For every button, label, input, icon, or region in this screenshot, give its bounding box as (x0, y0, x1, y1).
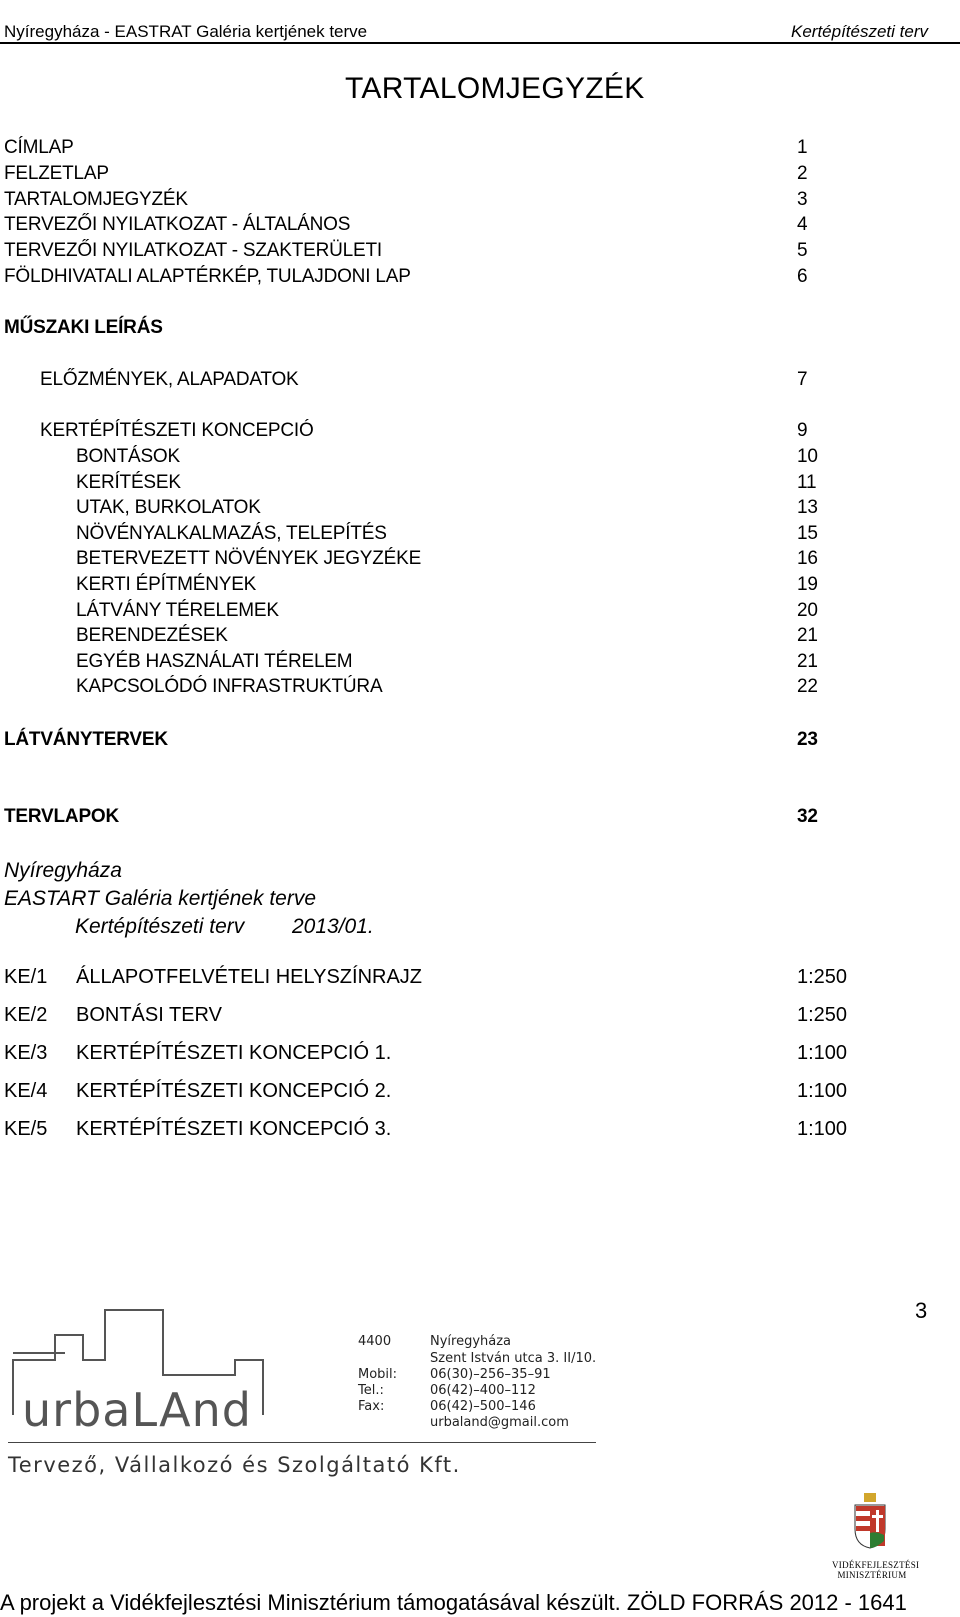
project-type: Kertépítészeti terv (75, 915, 245, 938)
toc-entry-elozmenyek-page: 7 (797, 369, 808, 390)
contact-value: 06(42)–400–112 (430, 1383, 536, 1398)
contact-value: 06(42)–500–146 (430, 1399, 536, 1414)
contact-value: 06(30)–256–35–91 (430, 1367, 551, 1382)
plan-scale: 1:250 (797, 966, 848, 988)
plan-title: KERTÉPÍTÉSZETI KONCEPCIÓ 3. (76, 1118, 392, 1140)
plan-code: KE/4 (4, 1080, 48, 1102)
toc-entry-label: TERVEZŐI NYILATKOZAT - SZAKTERÜLETI (4, 240, 382, 262)
toc-subentry-page: 21 (797, 625, 818, 647)
toc-subentry-label: BONTÁSOK (76, 446, 180, 467)
toc-entry-page: 6 (797, 266, 808, 287)
page-number: 3 (915, 1298, 928, 1323)
company-logo-block (0, 1335, 640, 1535)
logo-text: urbaLAnd (22, 1383, 252, 1437)
toc-subentry-page: 10 (797, 446, 818, 467)
plan-scale: 1:100 (797, 1118, 848, 1140)
toc-entry-page: 2 (797, 162, 808, 184)
tervlapok-page: 32 (797, 806, 818, 827)
toc-subentry-page: 22 (797, 676, 818, 698)
plan-scale: 1:250 (797, 1004, 848, 1026)
plan-code: KE/1 (4, 966, 48, 988)
toc-entry-page: 5 (797, 240, 808, 262)
ministry-line1: VIDÉKFEJLESZTÉSI (832, 1560, 920, 1570)
toc-entry-label: FELZETLAP (4, 162, 109, 184)
company-city: Nyíregyháza (430, 1334, 512, 1349)
toc-subentry-page: 16 (797, 548, 818, 570)
plan-title: ÁLLAPOTFELVÉTELI HELYSZÍNRAJZ (76, 966, 423, 988)
toc-entry-label: TARTALOMJEGYZÉK (4, 188, 188, 210)
toc-subentry-label: UTAK, BURKOLATOK (76, 497, 261, 519)
section-heading-latvanytervek: LÁTVÁNYTERVEK (4, 729, 168, 750)
toc-entry-elozmenyek-label: ELŐZMÉNYEK, ALAPADATOK (40, 369, 299, 390)
toc-entry-page: 4 (797, 214, 808, 236)
ministry-name (832, 1560, 920, 1580)
toc-entry-page: 3 (797, 188, 808, 210)
toc-subentry-label: LÁTVÁNY TÉRELEMEK (76, 599, 279, 621)
project-name: EASTART Galéria kertjének terve (4, 887, 317, 910)
project-city: Nyíregyháza (4, 859, 122, 882)
toc-entry-koncepcio-page: 9 (797, 420, 808, 441)
toc-subentry-page: 11 (797, 471, 817, 493)
project-number: 2013/01. (292, 915, 374, 938)
toc-subentry-label: EGYÉB HASZNÁLATI TÉRELEM (76, 650, 353, 672)
header-left: Nyíregyháza - EASTRAT Galéria kertjének terve (4, 22, 368, 41)
contact-label: Tel.: (358, 1383, 384, 1398)
toc-entry-label: TERVEZŐI NYILATKOZAT - ÁLTALÁNOS (4, 214, 351, 236)
footer-text: A projekt a Vidékfejlesztési Minisztérium támogatásával készült. ZÖLD FORRÁS 2012 - 1641 (0, 1590, 907, 1615)
toc-subentry-label: NÖVÉNYALKALMAZÁS, TELEPÍTÉS (76, 522, 387, 544)
coat-of-arms-icon (850, 1493, 890, 1549)
toc-entry-label: CÍMLAP (4, 137, 74, 158)
plan-title: KERTÉPÍTÉSZETI KONCEPCIÓ 1. (76, 1042, 392, 1064)
plan-scale: 1:100 (797, 1080, 848, 1102)
plan-scale: 1:100 (797, 1042, 848, 1064)
toc-subentry-label: BERENDEZÉSEK (76, 625, 228, 647)
toc-subentry-label: KAPCSOLÓDÓ INFRASTRUKTÚRA (76, 676, 383, 698)
toc-subentry-label: KERTI ÉPÍTMÉNYEK (76, 574, 257, 595)
company-email: urbaland@gmail.com (430, 1415, 569, 1430)
toc-entry-label: FÖLDHIVATALI ALAPTÉRKÉP, TULAJDONI LAP (4, 266, 411, 287)
header-right: Kertépítészeti terv (790, 22, 928, 41)
contact-label: Fax: (358, 1399, 385, 1414)
plan-code: KE/3 (4, 1042, 48, 1064)
plan-code: KE/5 (4, 1118, 48, 1140)
toc-entry-page: 1 (797, 137, 808, 158)
toc-subentry-page: 15 (797, 522, 818, 544)
company-postcode: 4400 (358, 1334, 392, 1349)
section-heading-muszaki: MŰSZAKI LEÍRÁS (4, 317, 163, 338)
plan-code: KE/2 (4, 1004, 48, 1026)
ministry-line2: MINISZTÉRIUM (837, 1570, 907, 1580)
header-rule (0, 42, 960, 44)
plan-title: BONTÁSI TERV (76, 1004, 222, 1026)
toc-subentry-page: 20 (797, 599, 818, 621)
company-address: Szent István utca 3. II/10. (430, 1351, 597, 1366)
logo-divider (8, 1442, 596, 1443)
toc-subentry-label: BETERVEZETT NÖVÉNYEK JEGYZÉKE (76, 548, 422, 570)
toc-entry-koncepcio-label: KERTÉPÍTÉSZETI KONCEPCIÓ (40, 420, 314, 441)
page-title: TARTALOMJEGYZÉK (345, 72, 645, 105)
contact-label: Mobil: (358, 1367, 398, 1382)
latvanytervek-page: 23 (797, 729, 818, 750)
toc-subentry-page: 21 (797, 650, 818, 672)
toc-subentry-page: 13 (797, 497, 818, 519)
plan-title: KERTÉPÍTÉSZETI KONCEPCIÓ 2. (76, 1080, 392, 1102)
toc-subentry-page: 19 (797, 574, 818, 595)
toc-subentry-label: KERÍTÉSEK (76, 471, 181, 493)
section-heading-tervlapok: TERVLAPOK (4, 806, 120, 827)
company-logo-text (22, 1383, 252, 1437)
company-tagline: Tervező, Vállalkozó és Szolgáltató Kft. (8, 1453, 461, 1477)
